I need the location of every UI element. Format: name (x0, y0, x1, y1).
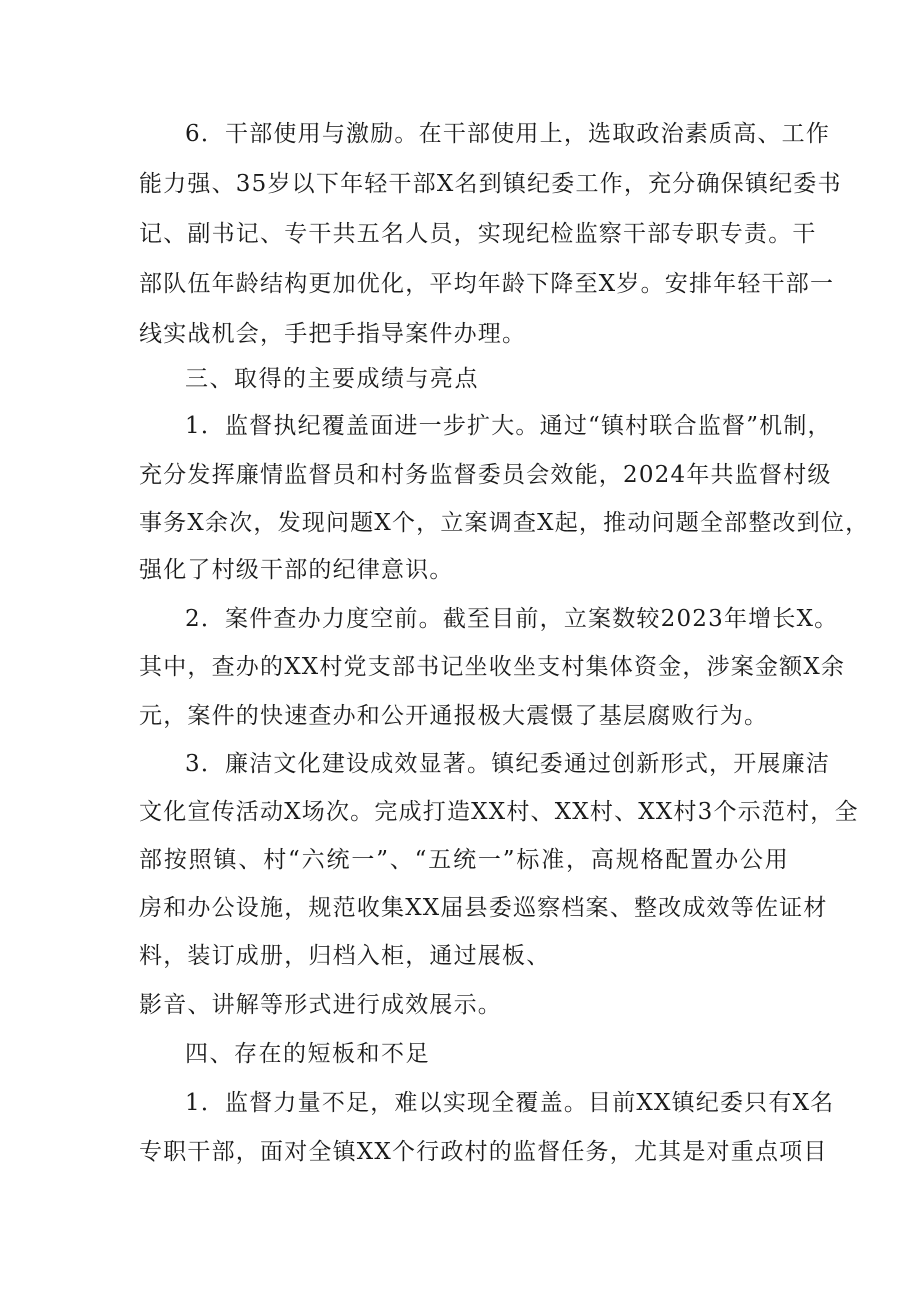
shortcoming-1-line-2: 专职干部，面对全镇XX个行政村的监督任务，尤其是对重点项目 (139, 1139, 828, 1165)
achievement-2-line-1: 2．案件查办力度空前。截至目前，立案数较2023年增长X。 (185, 606, 839, 632)
achievement-3-line-3: 部按照镇、村“六统一”、“五统一”标准，高规格配置办公用 (139, 847, 789, 873)
para-6-line-2: 能力强、35岁以下年轻干部X名到镇纪委工作，充分确保镇纪委书 (139, 171, 842, 197)
achievement-3-line-6: 影音、讲解等形式进行成效展示。 (139, 992, 502, 1018)
achievement-2-line-3: 元，案件的快速查办和公开通报极大震慑了基层腐败行为。 (139, 703, 769, 729)
achievement-1-line-1: 1．监督执纪覆盖面进一步扩大。通过“镇村联合监督”机制， (185, 413, 832, 439)
para-6-line-5: 线实战机会，手把手指导案件办理。 (139, 321, 527, 347)
para-6-line-3: 记、副书记、专干共五名人员，实现纪检监察干部专职专责。干 (139, 221, 817, 247)
achievement-1-line-4: 强化了村级干部的纪律意识。 (139, 557, 454, 583)
achievement-1-line-2: 充分发挥廉情监督员和村务监督委员会效能，2024年共监督村级 (139, 462, 832, 488)
section-heading-4: 四、存在的短板和不足 (185, 1041, 430, 1067)
achievement-1-line-3: 事务X余次，发现问题X个，立案调查X起，推动问题全部整改到位， (139, 510, 870, 536)
achievement-3-line-2: 文化宣传活动X场次。完成打造XX村、XX村、XX村3个示范村，全 (139, 799, 859, 825)
achievement-2-line-2: 其中，查办的XX村党支部书记坐收坐支村集体资金，涉案金额X余 (139, 654, 846, 680)
achievement-3-line-4: 房和办公设施，规范收集XX届县委巡察档案、整改成效等佐证材 (139, 895, 828, 921)
achievement-3-line-1: 3．廉洁文化建设成效显著。镇纪委通过创新形式，开展廉洁 (185, 751, 831, 777)
section-heading-3: 三、取得的主要成绩与亮点 (185, 366, 479, 392)
para-6-line-1: 6．干部使用与激励。在干部使用上，选取政治素质高、工作 (185, 121, 831, 147)
achievement-3-line-5: 料，装订成册，归档入柜，通过展板、 (139, 943, 551, 969)
para-6-line-4: 部队伍年龄结构更加优化，平均年龄下降至X岁。安排年轻干部一 (139, 271, 835, 297)
shortcoming-1-line-1: 1．监督力量不足，难以实现全覆盖。目前XX镇纪委只有X名 (185, 1090, 835, 1116)
